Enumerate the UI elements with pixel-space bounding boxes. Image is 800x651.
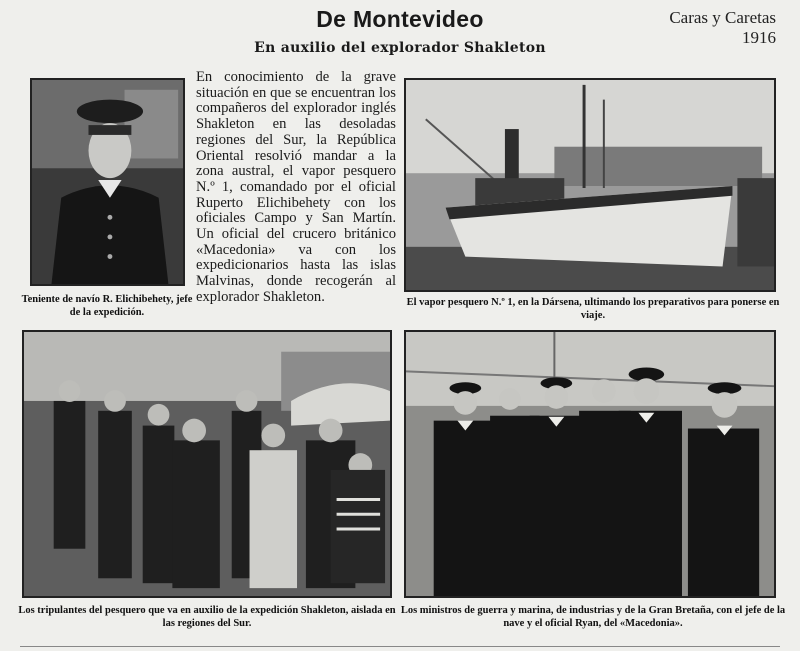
article-body: En conocimiento de la grave situación en que se encuentran los compañeros del explorador inglés Shakleton en las desoladas regiones del Sur, la República Oriental resolvió mandar a la zona austral, el vapor pesquero N.º 1, comandado por el oficial Ruperto Elichibehety con los oficiales Campo y San Martín. Un oficial del crucero británico «Macedonia» va con los expedicionarios hasta las islas Malvinas, donde recogerán al explorador Shakleton. <box>196 69 396 305</box>
bottom-rule <box>20 646 780 647</box>
crew-caption: Los tripulantes del pesquero que va en auxilio de la expedición Shakleton, aislada en las regiones del Sur. <box>18 605 396 629</box>
ship-caption: El vapor pesquero N.º 1, en la Dársena, ultimando los preparativos para ponerse en viaje. <box>406 297 780 321</box>
publication-name: Caras y Caretas <box>669 8 776 27</box>
ministers-photo <box>404 330 776 598</box>
portrait-photo <box>30 78 185 286</box>
crew-photo <box>22 330 392 598</box>
page-title: De Montevideo <box>316 6 484 32</box>
publication-year: 1916 <box>742 28 776 47</box>
page-subtitle: En auxilio del explorador Shakleton <box>254 40 546 56</box>
portrait-caption: Teniente de navío R. Elichibehety, jefe de la expedición. <box>21 294 193 318</box>
ship-photo <box>404 78 776 292</box>
publication-credit <box>669 8 776 48</box>
ministers-caption: Los ministros de guerra y marina, de industrias y de la Gran Bretaña, con el jefe de la nave y el oficial Ryan, del «Macedonia». <box>400 605 786 629</box>
